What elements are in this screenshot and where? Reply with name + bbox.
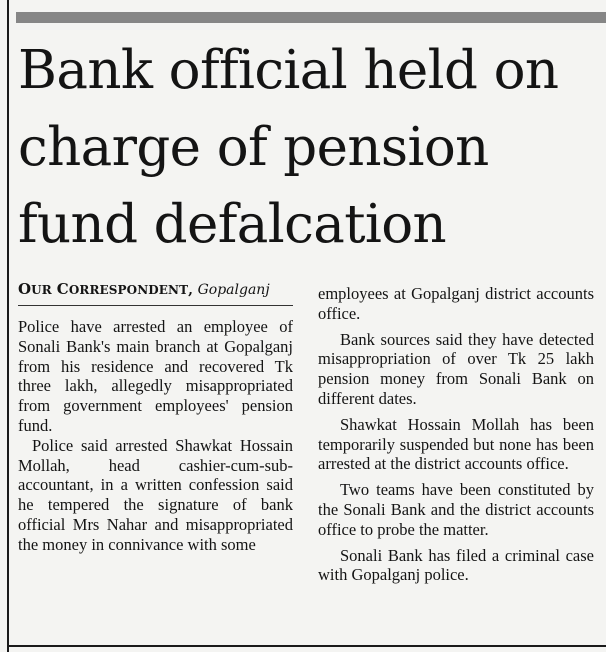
headline-line-3: fund defalcation	[18, 194, 447, 255]
paragraph-2-continued: employees at Gopalganj district accounts office.	[318, 284, 594, 323]
byline	[18, 279, 293, 306]
left-column-rule	[7, 0, 9, 652]
paragraph-5: Two teams have been constituted by the Sonali Bank and the district accounts office to probe the matter.	[318, 480, 594, 539]
headline-line-2: charge of pension	[18, 117, 489, 178]
article-column-1	[18, 279, 293, 555]
top-rule	[16, 12, 606, 23]
headline-line-1: Bank official held on	[18, 40, 559, 101]
paragraph-3: Bank sources said they have detected misappropriation of over Tk 25 lakh pension money from Sonali Bank on different dates.	[318, 329, 594, 408]
paragraph-1: Police have arrested an employee of Sonali Bank's main branch at Gopalganj from his residence and recovered Tk three lakh, allegedly misappropriated from government employees' pension fund.	[18, 317, 293, 435]
byline-author: OUR CORRESPONDENT,	[18, 280, 194, 298]
paragraph-6: Sonali Bank has filed a criminal case with Gopalganj police.	[318, 545, 594, 585]
article-column-2	[318, 284, 594, 591]
headline	[18, 32, 603, 263]
paragraph-2-start: Police said arrested Shawkat Hossain Mollah, head cashier-cum-sub-accountant, in a written confession said he tempered the signature of bank official Mrs Nahar and misappropriated the money in connivance with some	[18, 435, 293, 554]
paragraph-4: Shawkat Hossain Mollah has been temporarily suspended but none has been arrested at the district accounts office.	[318, 414, 594, 474]
byline-location: Gopalganj	[197, 282, 270, 298]
bottom-rule	[7, 645, 606, 647]
